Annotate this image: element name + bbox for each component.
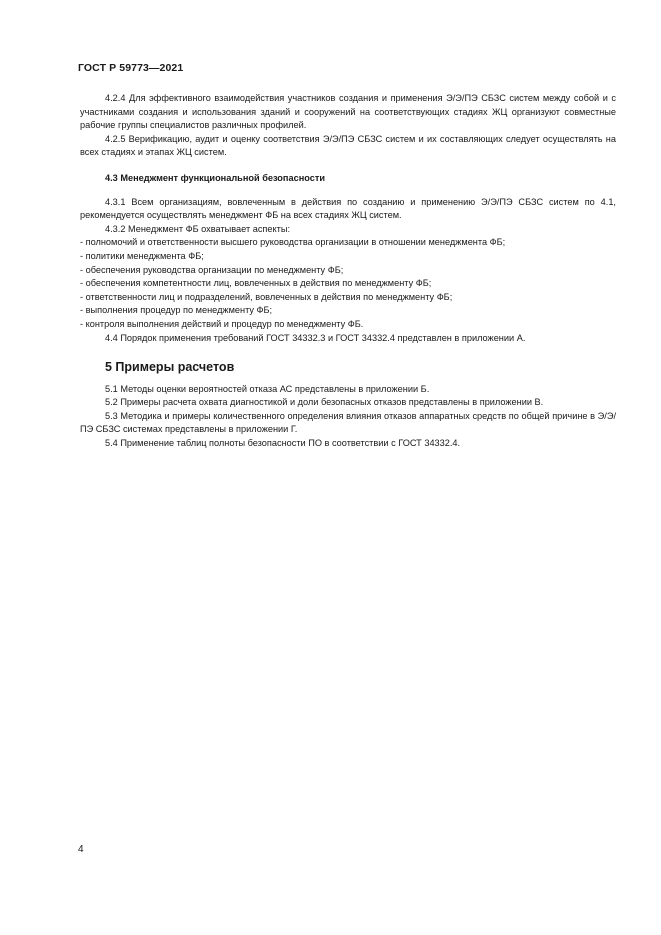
paragraph-4-2-5: 4.2.5 Верификацию, аудит и оценку соответствия Э/Э/ПЭ СБЗС систем и их составляющих следует осуществлять на всех стадиях и этапах ЖЦ систем. <box>80 133 616 158</box>
aspects-list <box>80 236 616 331</box>
page-number: 4 <box>78 844 84 855</box>
section-heading-4-3: 4.3 Менеджмент функциональной безопасности <box>105 172 325 183</box>
paragraph-4-3-1: 4.3.1 Всем организациям, вовлеченным в действия по созданию и применению Э/Э/ПЭ СБЗС систем по 4.1, рекомендуется осуществлять менеджмент ФБ на всех стадиях ЖЦ систем. <box>80 196 616 221</box>
section-heading-5: 5 Примеры расчетов <box>105 360 235 375</box>
list-item: - обеспечения компетентности лиц, вовлеченных в действия по менеджменту ФБ; <box>80 278 432 289</box>
paragraph-5-4: 5.4 Применение таблиц полноты безопасности ПО в соответствии с ГОСТ 34332.4. <box>105 438 461 449</box>
paragraph-4-2-4: 4.2.4 Для эффективного взаимодействия участников создания и применения Э/Э/ПЭ СБЗС систем между собой и с участниками создания и использования зданий и сооружений на соответствующих стадиях ЖЦ организуют совместные рабочие группы специалистов различных профилей. <box>80 93 616 131</box>
list-item: - обеспечения руководства организации по менеджменту ФБ; <box>80 264 344 275</box>
paragraph-5-1: 5.1 Методы оценки вероятностей отказа АС представлены в приложении Б. <box>105 383 430 394</box>
list-item: - полномочий и ответственности высшего руководства организации в отношении менеджмента ФБ; <box>80 237 506 248</box>
paragraph-4-4: 4.4 Порядок применения требований ГОСТ 34332.3 и ГОСТ 34332.4 представлен в приложении А. <box>105 332 526 343</box>
paragraph-4-3-2: 4.3.2 Менеджмент ФБ охватывает аспекты: <box>105 223 290 234</box>
list-item: - ответственности лиц и подразделений, вовлеченных в действия по менеджменту ФБ; <box>80 291 453 302</box>
paragraph-5-3: 5.3 Методика и примеры количественного определения влияния отказов аппаратных средств по общей причине в Э/Э/ПЭ СБЗС системах представлены в приложении Г. <box>80 410 616 435</box>
list-item: - политики менеджмента ФБ; <box>80 250 204 261</box>
document-body <box>80 92 616 451</box>
paragraph-5-2: 5.2 Примеры расчета охвата диагностикой и доли безопасных отказов представлены в приложении В. <box>105 397 544 408</box>
document-header: ГОСТ Р 59773—2021 <box>78 62 184 74</box>
list-item: - контроля выполнения действий и процедур по менеджменту ФБ. <box>80 318 364 329</box>
list-item: - выполнения процедур по менеджменту ФБ; <box>80 305 273 316</box>
